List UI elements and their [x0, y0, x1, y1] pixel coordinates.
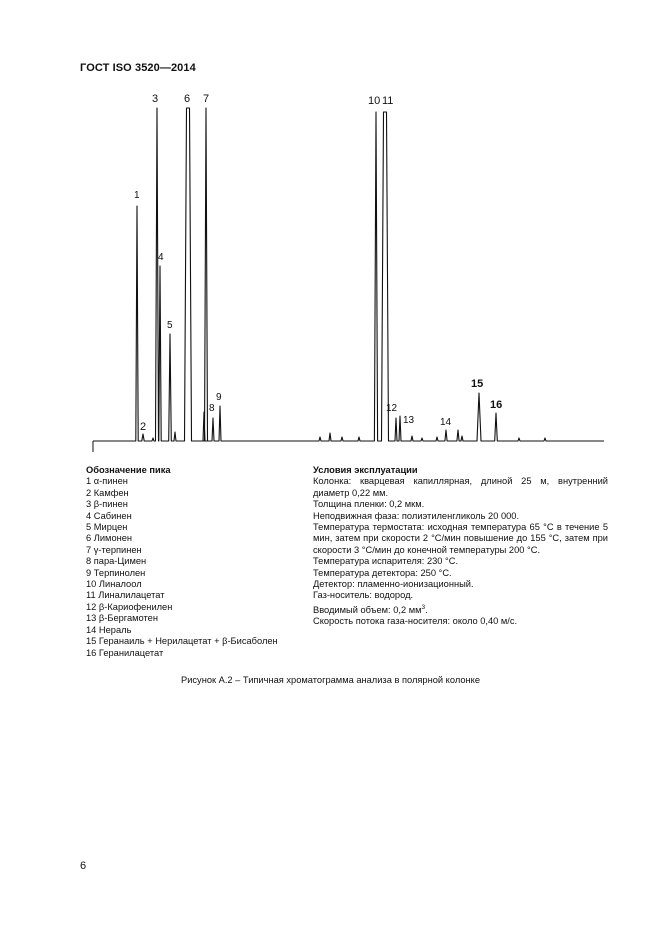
legend-item: 9 Терпинолен	[86, 567, 146, 578]
peak-label-13: 13	[403, 415, 415, 426]
peak-label-14: 14	[440, 417, 452, 428]
condition-detector-temperature: Температура детектора: 250 °С.	[313, 567, 452, 578]
condition-carrier-gas: Газ-носитель: водород.	[313, 590, 414, 601]
legend-item: 10 Линалоол	[86, 579, 142, 590]
legend-item: 12 β-Кариофенилен	[86, 601, 173, 612]
condition-column: Колонка: кварцевая капиллярная, длиной 25 м, внутренний диаметр 0,22 мм.	[313, 476, 608, 498]
condition-film: Толщина пленки: 0,2 мкм.	[313, 499, 425, 510]
figure-caption: Рисунок А.2 – Типичная хроматограмма анализа в полярной колонке	[181, 675, 480, 685]
page-number: 6	[80, 860, 87, 872]
volume-superscript: 3	[421, 603, 426, 611]
condition-flow-rate: Скорость потока газа-носителя: около 0,40 м/с.	[313, 616, 518, 627]
peak-label-5: 5	[167, 320, 173, 331]
chromatogram-trace	[93, 108, 604, 441]
peak-label-3: 3	[152, 93, 159, 105]
legend-item: 4 Сабинен	[86, 510, 132, 521]
peak-label-10: 10	[368, 95, 381, 107]
condition-oven-temperature: Температура термостата: исходная температура 65 °С в течение 5 мин, затем при скорости 2 °С/мин повышение до 155 °С, затем при скорости 3 °С/мин до конечной температуры 200 °С.	[313, 522, 608, 555]
legend-title: Обозначение пика	[86, 465, 171, 475]
peak-label-2: 2	[140, 421, 147, 433]
peak-label-8: 8	[209, 403, 215, 414]
legend-item: 5 Мирцен	[86, 522, 128, 533]
peak-label-9: 9	[216, 392, 222, 403]
peak-label-7: 7	[203, 93, 210, 105]
peak-label-1: 1	[134, 190, 140, 201]
condition-detector: Детектор: пламенно-ионизационный.	[313, 579, 474, 590]
chromatogram	[0, 0, 661, 460]
peak-label-11: 11	[382, 95, 394, 107]
peak-label-16: 16	[490, 399, 503, 411]
peak-label-6: 6	[184, 93, 191, 105]
document-header: ГОСТ ISO 3520—2014	[80, 62, 196, 74]
peak-legend	[86, 465, 306, 659]
legend-item: 13 β-Бергамотен	[86, 613, 158, 624]
operating-conditions	[313, 465, 608, 628]
legend-item: 16 Геранилацетат	[86, 647, 164, 658]
legend-item: 3 β-пинен	[86, 499, 128, 510]
legend-item: 1 α-пинен	[86, 476, 128, 487]
condition-phase: Неподвижная фаза: полиэтиленгликоль 20 000.	[313, 510, 520, 521]
injection-volume-text: Вводимый объем: 0,2 мм	[313, 604, 422, 615]
legend-item: 11 Линалилацетат	[86, 590, 165, 601]
condition-injection-volume: Вводимый объем: 0,2 $мм^3$.	[313, 603, 428, 615]
legend-item: 8 пара-Цимен	[86, 556, 147, 567]
peak-label-4: 4	[158, 252, 164, 263]
legend-item: 7 γ-терпинен	[86, 544, 142, 555]
legend-item: 15 Геранаиль + Нерилацетат + β-Бисаболен	[86, 636, 278, 647]
conditions-title: Условия эксплуатации	[313, 465, 418, 475]
legend-item: 6 Лимонен	[86, 533, 133, 544]
peak-label-15: 15	[471, 378, 484, 390]
legend-item: 2 Камфен	[86, 487, 129, 498]
peak-label-12: 12	[386, 403, 398, 414]
condition-injector-temperature: Температура испарителя: 230 °С.	[313, 556, 459, 567]
legend-item: 14 Нераль	[86, 624, 132, 635]
